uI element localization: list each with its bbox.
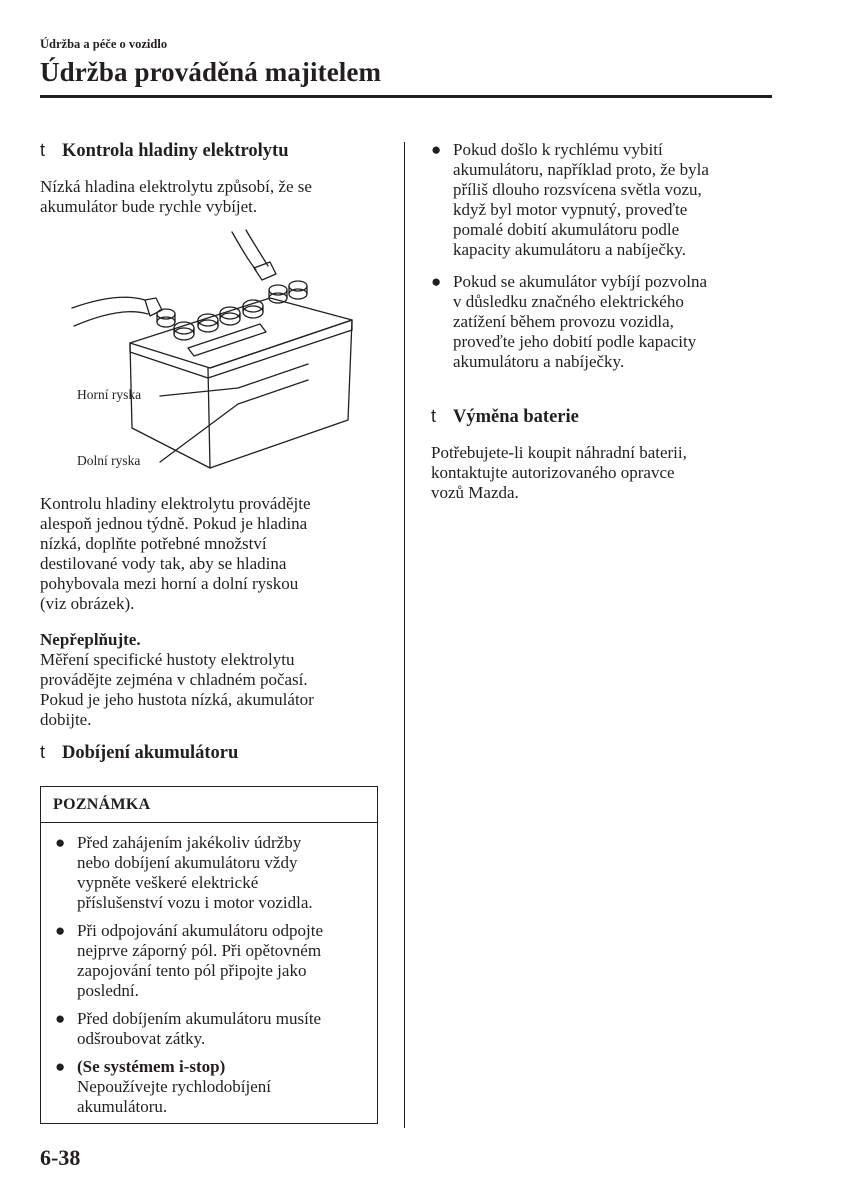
section-marker: t (431, 406, 437, 426)
note-item (55, 1009, 369, 1049)
text-line: Nepoužívejte rychlodobíjení (77, 1077, 272, 1096)
note-list (41, 823, 377, 1117)
lower-level-line (238, 380, 308, 404)
text-line: (Se systémem i-stop) (77, 1057, 226, 1076)
figure-label-upper-mark: Horní ryska (77, 387, 142, 402)
text-line: v důsledku značného elektrického (453, 292, 684, 311)
note-item (55, 833, 369, 913)
breadcrumb: Údržba a péče o vozidlo (40, 37, 168, 51)
text-line: Před dobíjením akumulátoru musíte (77, 1009, 322, 1028)
figure-label-lower-mark: Dolní ryska (77, 453, 141, 468)
section-heading-text: Výměna baterie (453, 407, 579, 427)
text-line: Pokud je jeho hustota nízká, akumulátor (40, 690, 314, 709)
text-line: akumulátoru a nabíječky. (453, 352, 625, 371)
page-title: Údržba prováděná majitelem (40, 57, 382, 87)
upper-level-line (238, 364, 308, 388)
text-line: kapacity akumulátoru a nabíječky. (453, 240, 687, 259)
text-line: proveďte jeho dobití podle kapacity (453, 332, 697, 351)
text-line: Měření specifické hustoty elektrolytu (40, 650, 295, 669)
text-line: pohybovala mezi horní a dolní ryskou (40, 574, 299, 593)
overfill-warning (40, 630, 314, 730)
text-line: Při odpojování akumulátoru odpojte (77, 921, 323, 940)
text-line: Pokud se akumulátor vybíjí pozvolna (453, 272, 708, 291)
text-line: zapojování tento pól připojte jako (77, 961, 307, 980)
text-line: poslední. (77, 981, 139, 1000)
warning-title: Nepřeplňujte. (40, 630, 141, 649)
replacement-text (431, 443, 687, 503)
bullet-icon: ● (431, 272, 442, 291)
text-line: kontaktujte autorizovaného opravce (431, 463, 675, 482)
text-line: akumulátoru. (77, 1097, 168, 1116)
note-item (55, 1057, 369, 1117)
text-line: vypněte veškeré elektrické (77, 873, 259, 892)
text-line: vozů Mazda. (431, 483, 519, 502)
section-heading-text: Dobíjení akumulátoru (62, 743, 239, 763)
text-line: nebo dobíjení akumulátoru vždy (77, 853, 298, 872)
text-line: Potřebujete-li koupit náhradní baterii, (431, 443, 687, 462)
column-divider (404, 142, 405, 1128)
text-line: akumulátor bude rychle vybíjet. (40, 197, 258, 216)
bullet-icon: ● (55, 1009, 66, 1028)
note-box (40, 786, 378, 1124)
text-line: akumulátoru, například proto, že byla (453, 160, 709, 179)
page-number: 6-38 (40, 1145, 81, 1170)
section-heading-charging (40, 742, 238, 764)
section-heading-replacement (431, 406, 579, 428)
electrolyte-body (40, 494, 311, 614)
text-line: provádějte zejména v chladném počasí. (40, 670, 308, 689)
text-line: (viz obrázek). (40, 594, 135, 613)
section-marker: t (40, 742, 46, 762)
list-item (431, 140, 771, 260)
bullet-icon: ● (55, 833, 66, 852)
section-heading-electrolyte (40, 140, 288, 162)
note-title: POZNÁMKA (41, 787, 377, 823)
section-heading-text: Kontrola hladiny elektrolytu (62, 141, 289, 161)
electrolyte-intro (40, 177, 312, 217)
text-line: pomalé dobití akumulátoru podle (453, 220, 680, 239)
text-line: destilované vody tak, aby se hladina (40, 554, 287, 573)
text-line: nízká, doplňte potřebné množství (40, 534, 267, 553)
text-line: příliš dlouho rozsvícena světla vozu, (453, 180, 702, 199)
bullet-icon: ● (55, 921, 66, 940)
text-line: Pokud došlo k rychlému vybití (453, 140, 663, 159)
cable-icon (72, 297, 145, 308)
text-line: alespoň jednou týdně. Pokud je hladina (40, 514, 308, 533)
list-item (431, 272, 771, 372)
charging-list (431, 140, 771, 380)
battery-illustration (70, 228, 370, 478)
text-line: dobijte. (40, 710, 92, 729)
text-line: odšroubovat zátky. (77, 1029, 206, 1048)
text-line: když byl motor vypnutý, proveďte (453, 200, 688, 219)
bullet-icon: ● (55, 1057, 66, 1076)
title-rule (40, 95, 772, 98)
text-line: Před zahájením jakékoliv údržby (77, 833, 302, 852)
text-line: příslušenství vozu i motor vozidla. (77, 893, 313, 912)
text-line: Kontrolu hladiny elektrolytu provádějte (40, 494, 311, 513)
note-item (55, 921, 369, 1001)
bullet-icon: ● (431, 140, 442, 159)
text-line: nejprve záporný pól. Při opětovném (77, 941, 322, 960)
section-marker: t (40, 140, 46, 160)
text-line: zatížení během provozu vozidla, (453, 312, 674, 331)
text-line: Nízká hladina elektrolytu způsobí, že se (40, 177, 312, 196)
